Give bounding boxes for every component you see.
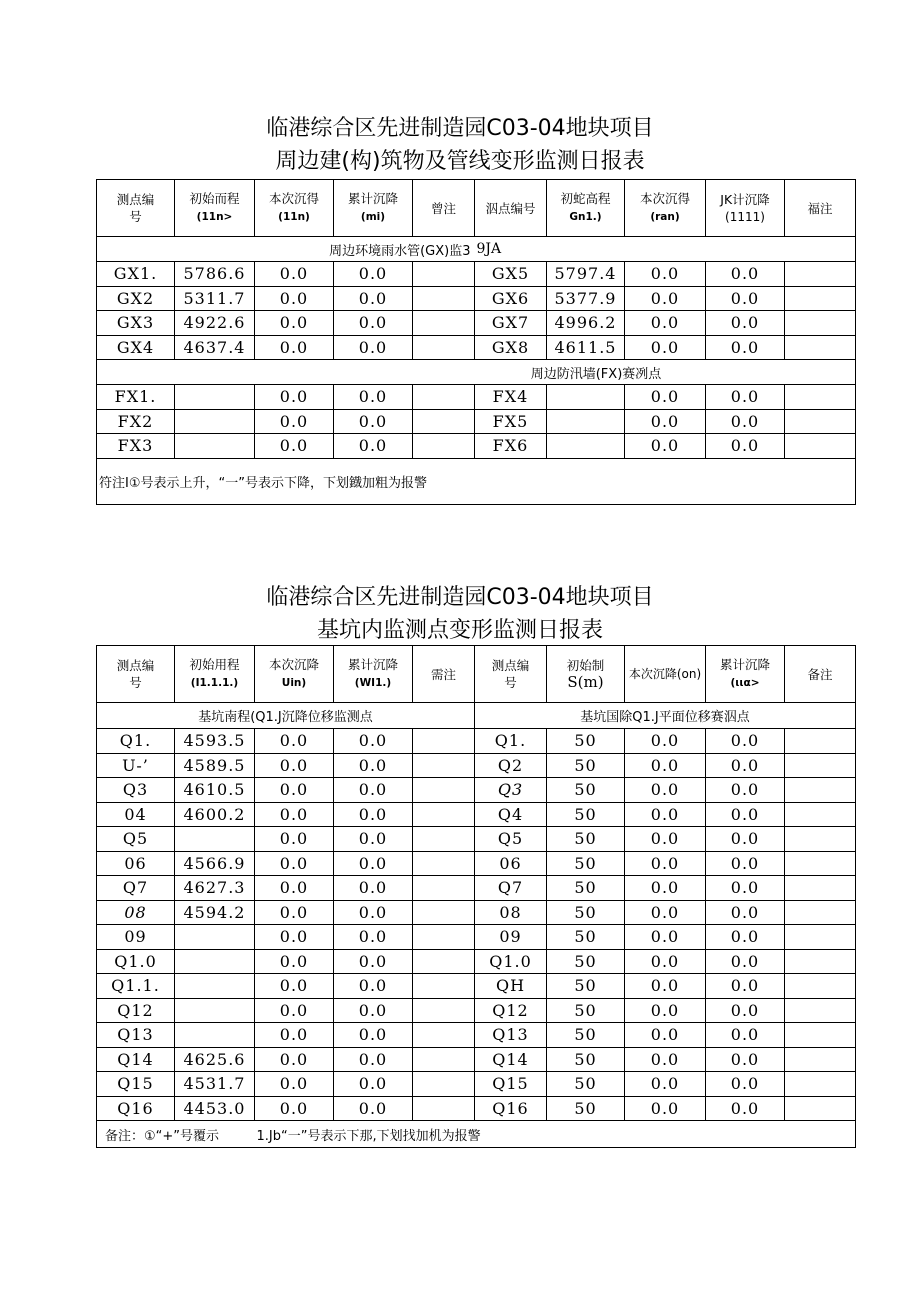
cell-init2: 50 (547, 1072, 625, 1097)
cell-cum2: 0.0 (706, 925, 785, 950)
cell-init2: 50 (547, 1047, 625, 1072)
cell-init (175, 974, 255, 999)
cell-cur: 0.0 (255, 729, 334, 754)
header-remarks: 曾注 (413, 180, 475, 237)
cell-id: Q7 (97, 876, 175, 901)
cell-init2: 50 (547, 1096, 625, 1121)
report2-footnote-row (97, 1121, 856, 1148)
cell-note2 (785, 876, 856, 901)
cell-note (413, 876, 475, 901)
cell-id: GX2 (97, 286, 175, 311)
cell-cur2: 0.0 (625, 286, 706, 311)
cell-cum: 0.0 (334, 778, 413, 803)
cell-init2: 50 (547, 827, 625, 852)
cell-cum2: 0.0 (706, 851, 785, 876)
cell-init2: 50 (547, 876, 625, 901)
cell-cur2: 0.0 (625, 851, 706, 876)
cell-init2: 50 (547, 949, 625, 974)
report2-title-line2: 基坑内监测点变形监测日报表 (316, 618, 603, 643)
table-row (97, 1047, 856, 1072)
report1-table (96, 179, 856, 505)
cell-note2 (785, 311, 856, 336)
cell-note2 (785, 729, 856, 754)
cell-id: FX2 (97, 409, 175, 434)
header-cumulative-settlement: 累计沉降 (WI1.) (334, 646, 413, 703)
header-cumulative-settlement: 累计沉降 (mi) (334, 180, 413, 237)
cell-note (413, 434, 475, 459)
cell-note2 (785, 1096, 856, 1121)
cell-cum: 0.0 (334, 385, 413, 410)
cell-init (175, 925, 255, 950)
header-current-settlement-2: 本次沉降(on) (625, 646, 706, 703)
header-cumulative-settlement-2: JK计沉降 (1111) (706, 180, 785, 237)
cell-cur: 0.0 (255, 409, 334, 434)
header-current-settlement: 本次沉降 Uin) (255, 646, 334, 703)
cell-cum2: 0.0 (706, 286, 785, 311)
cell-cur: 0.0 (255, 998, 334, 1023)
cell-id: Q3 (97, 778, 175, 803)
cell-cum: 0.0 (334, 925, 413, 950)
cell-id: Q14 (97, 1047, 175, 1072)
cell-note (413, 753, 475, 778)
table-row (97, 827, 856, 852)
table-row (97, 1072, 856, 1097)
cell-cum2: 0.0 (706, 335, 785, 360)
cell-note (413, 311, 475, 336)
cell-init (175, 409, 255, 434)
section-q-right: 基坑国除Q1.J平面位移赛泅点 (475, 703, 856, 729)
cell-id: Q13 (97, 1023, 175, 1048)
cell-cur: 0.0 (255, 335, 334, 360)
cell-cur2: 0.0 (625, 949, 706, 974)
cell-note2 (785, 802, 856, 827)
cell-note2 (785, 262, 856, 287)
cell-cur: 0.0 (255, 434, 334, 459)
cell-cum2: 0.0 (706, 262, 785, 287)
cell-cur: 0.0 (255, 925, 334, 950)
header-remarks-2: 福注 (785, 180, 856, 237)
cell-note2 (785, 925, 856, 950)
cell-id: FX3 (97, 434, 175, 459)
cell-note2 (785, 1047, 856, 1072)
cell-init (175, 434, 255, 459)
cell-init2: 5377.9 (547, 286, 625, 311)
cell-id: Q15 (97, 1072, 175, 1097)
cell-id2: 09 (475, 925, 547, 950)
cell-note2 (785, 1072, 856, 1097)
cell-cur: 0.0 (255, 1072, 334, 1097)
cell-cum2: 0.0 (706, 385, 785, 410)
cell-note2 (785, 286, 856, 311)
header-point-id: 测点编 号 (97, 646, 175, 703)
report2-title-line1: 临港综合区先进制造园C03-04地块项目 (266, 585, 654, 610)
cell-note (413, 335, 475, 360)
header-initial-value-2: 初始制 S(m) (547, 646, 625, 703)
cell-id: Q1.1. (97, 974, 175, 999)
cell-id2: QH (475, 974, 547, 999)
cell-note (413, 1047, 475, 1072)
report1-title-line1: 临港综合区先进制造园C03-04地块项目 (266, 116, 654, 141)
report1-header-row (97, 180, 856, 237)
cell-cum: 0.0 (334, 335, 413, 360)
cell-cur: 0.0 (255, 286, 334, 311)
cell-init (175, 998, 255, 1023)
cell-init2: 5797.4 (547, 262, 625, 287)
cell-cur: 0.0 (255, 1047, 334, 1072)
cell-cur2: 0.0 (625, 876, 706, 901)
cell-note (413, 998, 475, 1023)
cell-cum: 0.0 (334, 1047, 413, 1072)
cell-init: 5311.7 (175, 286, 255, 311)
cell-cur2: 0.0 (625, 729, 706, 754)
cell-id: 04 (97, 802, 175, 827)
table-row (97, 1023, 856, 1048)
cell-init2: 50 (547, 974, 625, 999)
cell-cur: 0.0 (255, 385, 334, 410)
report1-footnote-row (97, 458, 856, 504)
cell-cum2: 0.0 (706, 753, 785, 778)
cell-cur2: 0.0 (625, 998, 706, 1023)
cell-init2: 50 (547, 998, 625, 1023)
cell-cur: 0.0 (255, 778, 334, 803)
cell-cum: 0.0 (334, 729, 413, 754)
cell-cur: 0.0 (255, 1023, 334, 1048)
cell-init: 4600.2 (175, 802, 255, 827)
section-row-fx (97, 360, 856, 385)
cell-cum: 0.0 (334, 974, 413, 999)
cell-cum2: 0.0 (706, 974, 785, 999)
header-initial-elevation: 初始用程 (I1.1.1.) (175, 646, 255, 703)
cell-id2: GX6 (475, 286, 547, 311)
cell-cur2: 0.0 (625, 262, 706, 287)
cell-init2: 50 (547, 900, 625, 925)
cell-note (413, 778, 475, 803)
cell-cum: 0.0 (334, 1096, 413, 1121)
header-remarks: 需注 (413, 646, 475, 703)
table-row (97, 974, 856, 999)
cell-note2 (785, 974, 856, 999)
cell-cur2: 0.0 (625, 1023, 706, 1048)
cell-note (413, 409, 475, 434)
cell-init: 4594.2 (175, 900, 255, 925)
cell-init (175, 827, 255, 852)
cell-note (413, 1072, 475, 1097)
cell-init: 4637.4 (175, 335, 255, 360)
cell-cur2: 0.0 (625, 1072, 706, 1097)
cell-cum: 0.0 (334, 409, 413, 434)
cell-id2: Q3 (475, 778, 547, 803)
cell-cur2: 0.0 (625, 827, 706, 852)
cell-cur2: 0.0 (625, 409, 706, 434)
cell-note (413, 729, 475, 754)
table-row (97, 335, 856, 360)
report2-table (96, 645, 856, 1148)
cell-cum: 0.0 (334, 802, 413, 827)
cell-cur: 0.0 (255, 827, 334, 852)
cell-cur2: 0.0 (625, 974, 706, 999)
cell-init2 (547, 409, 625, 434)
table-row (97, 802, 856, 827)
cell-cum: 0.0 (334, 827, 413, 852)
cell-cur: 0.0 (255, 876, 334, 901)
cell-id2: GX8 (475, 335, 547, 360)
cell-cum2: 0.0 (706, 998, 785, 1023)
table-row (97, 1096, 856, 1121)
cell-id: GX3 (97, 311, 175, 336)
cell-cum: 0.0 (334, 311, 413, 336)
cell-id2: Q2 (475, 753, 547, 778)
cell-init2: 4611.5 (547, 335, 625, 360)
table-row (97, 876, 856, 901)
cell-cum2: 0.0 (706, 778, 785, 803)
cell-note (413, 949, 475, 974)
cell-cum2: 0.0 (706, 1096, 785, 1121)
cell-init (175, 949, 255, 974)
cell-id2: Q7 (475, 876, 547, 901)
cell-id2: Q14 (475, 1047, 547, 1072)
cell-cur2: 0.0 (625, 802, 706, 827)
section-q-left: 基坑南程(Q1.J沉降位移监测点 (97, 703, 475, 729)
cell-init: 4453.0 (175, 1096, 255, 1121)
cell-id: Q5 (97, 827, 175, 852)
cell-init: 4531.7 (175, 1072, 255, 1097)
cell-cur: 0.0 (255, 311, 334, 336)
cell-cum: 0.0 (334, 1072, 413, 1097)
cell-cum: 0.0 (334, 851, 413, 876)
cell-note (413, 925, 475, 950)
cell-note (413, 974, 475, 999)
cell-note2 (785, 335, 856, 360)
cell-cur: 0.0 (255, 900, 334, 925)
cell-cum: 0.0 (334, 1023, 413, 1048)
cell-cur: 0.0 (255, 949, 334, 974)
table-row (97, 851, 856, 876)
cell-cur2: 0.0 (625, 753, 706, 778)
cell-cur2: 0.0 (625, 385, 706, 410)
report1-title-line2: 周边建(构)筑物及管线变形监测日报表 (275, 149, 645, 174)
cell-init (175, 385, 255, 410)
report1-footnote: 符注I①号表示上升，“一”号表示下降，下划鐡加粗为报警 (97, 458, 856, 504)
cell-note2 (785, 900, 856, 925)
cell-init: 4610.5 (175, 778, 255, 803)
cell-cur2: 0.0 (625, 434, 706, 459)
cell-id: GX4 (97, 335, 175, 360)
cell-id: 08 (97, 900, 175, 925)
cell-init2: 50 (547, 729, 625, 754)
cell-cum2: 0.0 (706, 729, 785, 754)
cell-cur2: 0.0 (625, 335, 706, 360)
cell-init: 4625.6 (175, 1047, 255, 1072)
header-current-settlement: 本次沉得 (11n) (255, 180, 334, 237)
cell-init2: 50 (547, 778, 625, 803)
cell-note2 (785, 385, 856, 410)
cell-cur2: 0.0 (625, 1096, 706, 1121)
cell-cur: 0.0 (255, 802, 334, 827)
header-current-settlement-2: 本次沉得 (ran) (625, 180, 706, 237)
cell-cur2: 0.0 (625, 311, 706, 336)
cell-id2: Q4 (475, 802, 547, 827)
cell-init: 5786.6 (175, 262, 255, 287)
cell-note2 (785, 851, 856, 876)
cell-id: Q12 (97, 998, 175, 1023)
cell-init2: 50 (547, 753, 625, 778)
cell-cum: 0.0 (334, 434, 413, 459)
cell-cum: 0.0 (334, 900, 413, 925)
cell-id: U-’ (97, 753, 175, 778)
cell-init2: 50 (547, 925, 625, 950)
cell-id: GX1. (97, 262, 175, 287)
cell-cum2: 0.0 (706, 1072, 785, 1097)
cell-note2 (785, 949, 856, 974)
cell-cur2: 0.0 (625, 778, 706, 803)
cell-init: 4627.3 (175, 876, 255, 901)
cell-note (413, 1023, 475, 1048)
cell-cum: 0.0 (334, 262, 413, 287)
cell-note (413, 900, 475, 925)
cell-cum: 0.0 (334, 753, 413, 778)
cell-cur2: 0.0 (625, 1047, 706, 1072)
cell-init2: 4996.2 (547, 311, 625, 336)
cell-init2: 50 (547, 802, 625, 827)
table-row (97, 385, 856, 410)
cell-id: Q16 (97, 1096, 175, 1121)
cell-id: 09 (97, 925, 175, 950)
cell-cur2: 0.0 (625, 925, 706, 950)
cell-note (413, 385, 475, 410)
cell-init2 (547, 434, 625, 459)
cell-id2: Q1. (475, 729, 547, 754)
cell-id2: Q12 (475, 998, 547, 1023)
section-gx-label: 周边环境雨水管(GX)监3 (97, 237, 475, 262)
header-initial-elevation-2: 初蛇高程 Gn1.) (547, 180, 625, 237)
cell-note (413, 802, 475, 827)
cell-note (413, 827, 475, 852)
cell-note2 (785, 434, 856, 459)
cell-id2: Q5 (475, 827, 547, 852)
table-row (97, 286, 856, 311)
cell-cum2: 0.0 (706, 827, 785, 852)
cell-id2: 08 (475, 900, 547, 925)
cell-note2 (785, 778, 856, 803)
cell-init: 4589.5 (175, 753, 255, 778)
cell-id2: FX6 (475, 434, 547, 459)
cell-id2: 06 (475, 851, 547, 876)
header-point-id-2: 测点编 号 (475, 646, 547, 703)
cell-note (413, 286, 475, 311)
header-remarks-2: 备注 (785, 646, 856, 703)
cell-note (413, 1096, 475, 1121)
cell-id2: Q16 (475, 1096, 547, 1121)
table-row (97, 753, 856, 778)
section-row-q (97, 703, 856, 729)
report2-header-row (97, 646, 856, 703)
cell-id: FX1. (97, 385, 175, 410)
cell-cur: 0.0 (255, 1096, 334, 1121)
cell-id: Q1.0 (97, 949, 175, 974)
cell-init2 (547, 385, 625, 410)
cell-cum2: 0.0 (706, 900, 785, 925)
cell-cur: 0.0 (255, 753, 334, 778)
cell-note2 (785, 753, 856, 778)
report2-footnote-left: 备注：①“+”号覆示 (97, 1121, 255, 1148)
section-row-gx (97, 237, 856, 262)
cell-note2 (785, 998, 856, 1023)
cell-cur: 0.0 (255, 851, 334, 876)
cell-note2 (785, 827, 856, 852)
table-row (97, 434, 856, 459)
section-fx-label: 周边防汛墙(FX)赛冽点 (97, 360, 856, 385)
cell-cum2: 0.0 (706, 311, 785, 336)
cell-cum2: 0.0 (706, 1023, 785, 1048)
cell-cur: 0.0 (255, 974, 334, 999)
cell-cum2: 0.0 (706, 802, 785, 827)
cell-note (413, 851, 475, 876)
cell-init2: 50 (547, 851, 625, 876)
cell-id2: Q13 (475, 1023, 547, 1048)
table-row (97, 311, 856, 336)
cell-init: 4593.5 (175, 729, 255, 754)
cell-cur2: 0.0 (625, 900, 706, 925)
table-row (97, 998, 856, 1023)
table-row (97, 409, 856, 434)
cell-cum2: 0.0 (706, 949, 785, 974)
header-point-id: 测点编 号 (97, 180, 175, 237)
cell-id: 06 (97, 851, 175, 876)
table-row (97, 925, 856, 950)
cell-note2 (785, 1023, 856, 1048)
cell-note (413, 262, 475, 287)
table-row (97, 900, 856, 925)
cell-id2: Q1.0 (475, 949, 547, 974)
cell-cum: 0.0 (334, 949, 413, 974)
cell-init (175, 1023, 255, 1048)
cell-id: Q1. (97, 729, 175, 754)
cell-cum: 0.0 (334, 998, 413, 1023)
cell-id2: GX5 (475, 262, 547, 287)
cell-id2: FX5 (475, 409, 547, 434)
cell-cum: 0.0 (334, 286, 413, 311)
cell-note2 (785, 409, 856, 434)
header-cumulative-settlement-2: 累计沉降 (ιια> (706, 646, 785, 703)
cell-init: 4566.9 (175, 851, 255, 876)
header-initial-elevation: 初始而程 (11n> (175, 180, 255, 237)
cell-id2: Q15 (475, 1072, 547, 1097)
report2-footnote-right: 1.Jb“一”号表示下那,下划找加机为报警 (255, 1121, 856, 1148)
table-row (97, 729, 856, 754)
cell-cum2: 0.0 (706, 434, 785, 459)
cell-cum2: 0.0 (706, 1047, 785, 1072)
cell-init2: 50 (547, 1023, 625, 1048)
cell-cur: 0.0 (255, 262, 334, 287)
cell-id2: GX7 (475, 311, 547, 336)
cell-cum: 0.0 (334, 876, 413, 901)
section-gx-label-right: 9JA (475, 237, 856, 262)
header-point-id-2: 泅点编号 (475, 180, 547, 237)
cell-init: 4922.6 (175, 311, 255, 336)
cell-cum2: 0.0 (706, 409, 785, 434)
cell-id2: FX4 (475, 385, 547, 410)
table-row (97, 778, 856, 803)
table-row (97, 949, 856, 974)
table-row (97, 262, 856, 287)
cell-cum2: 0.0 (706, 876, 785, 901)
